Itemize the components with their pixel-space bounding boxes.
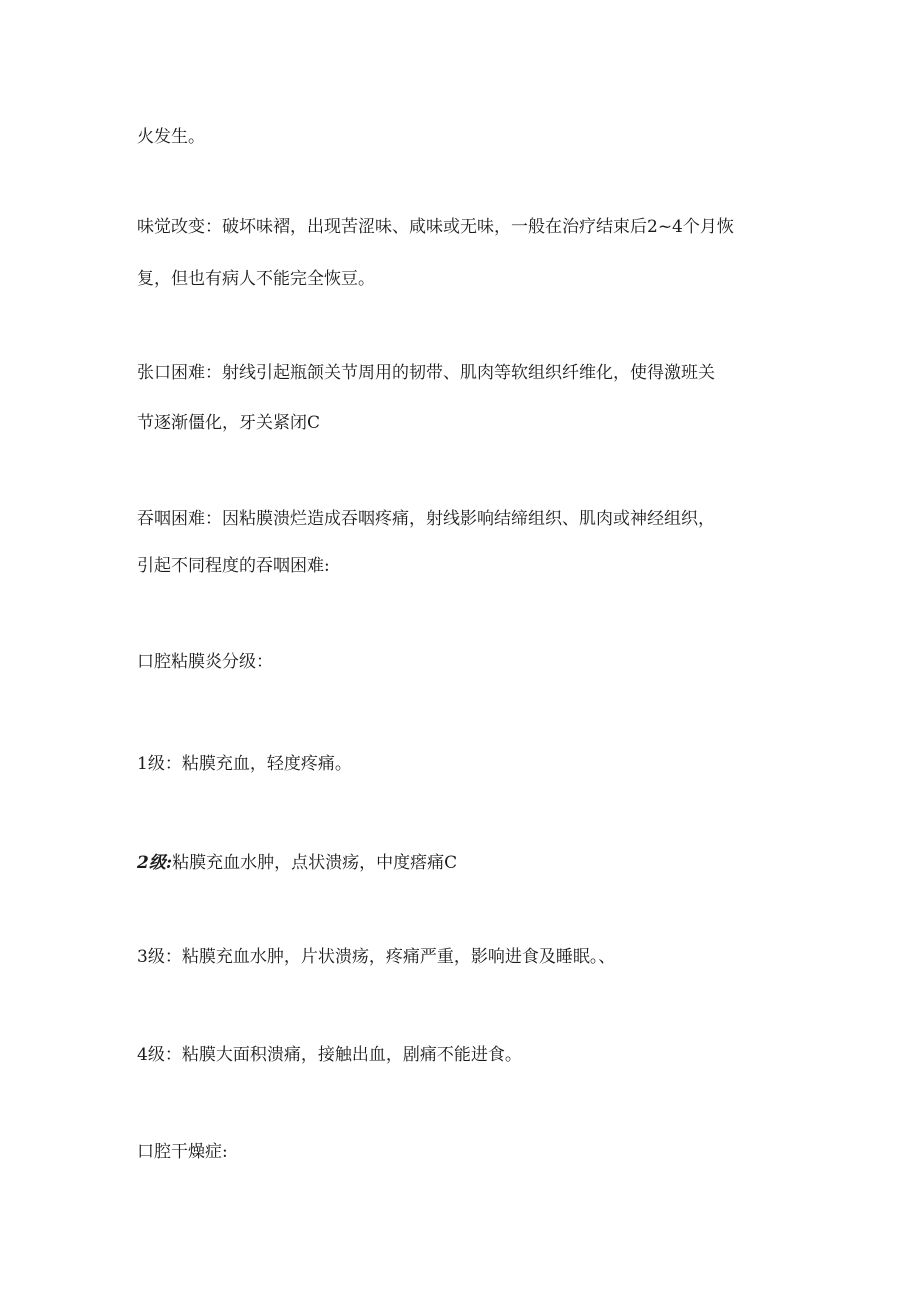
text-line-grade-1: 1级：粘膜充血，轻度疼痛。 xyxy=(137,754,352,774)
text-line-dysphagia-2: 引起不同程度的吞咽困难: xyxy=(137,556,330,576)
text-line-dysphagia-1: 吞咽困难：因粘膜溃烂造成吞咽疼痛，射线影响结缔组织、肌肉或神经组织， xyxy=(137,509,715,529)
text-line-grade-4: 4级：粘膜大面积溃痛，接触出血，剧痛不能进食。 xyxy=(137,1045,522,1065)
text-line-trismus-2: 节逐渐僵化，牙关紧闭C xyxy=(137,413,321,433)
grade-2-label: 2级: xyxy=(137,853,173,873)
text-line-mucositis-heading: 口腔粘膜炎分级： xyxy=(137,652,273,672)
text-line-taste-1: 味觉改变：破坏味褶，出现苦涩味、咸味或无味，一般在治疗结束后2~4个月恢 xyxy=(137,217,734,237)
text-line-grade-3: 3级：粘膜充血水肿，片状溃疡，疼痛严重，影响进食及睡眠。、 xyxy=(137,947,616,967)
text-line-fire: 火发生。 xyxy=(137,127,205,147)
grade-2-text: 粘膜充血水肿，点状溃疡，中度瘩痛C xyxy=(172,853,458,873)
text-line-xerostomia-heading: 口腔干燥症: xyxy=(137,1142,228,1162)
text-line-grade-2 xyxy=(137,852,457,874)
text-line-taste-2: 复，但也有病人不能完全恢豆。 xyxy=(137,269,375,289)
text-line-trismus-1: 张口困难：射线引起瓶颌关节周用的韧带、肌肉等软组织纤维化，使得激班关 xyxy=(137,363,715,383)
